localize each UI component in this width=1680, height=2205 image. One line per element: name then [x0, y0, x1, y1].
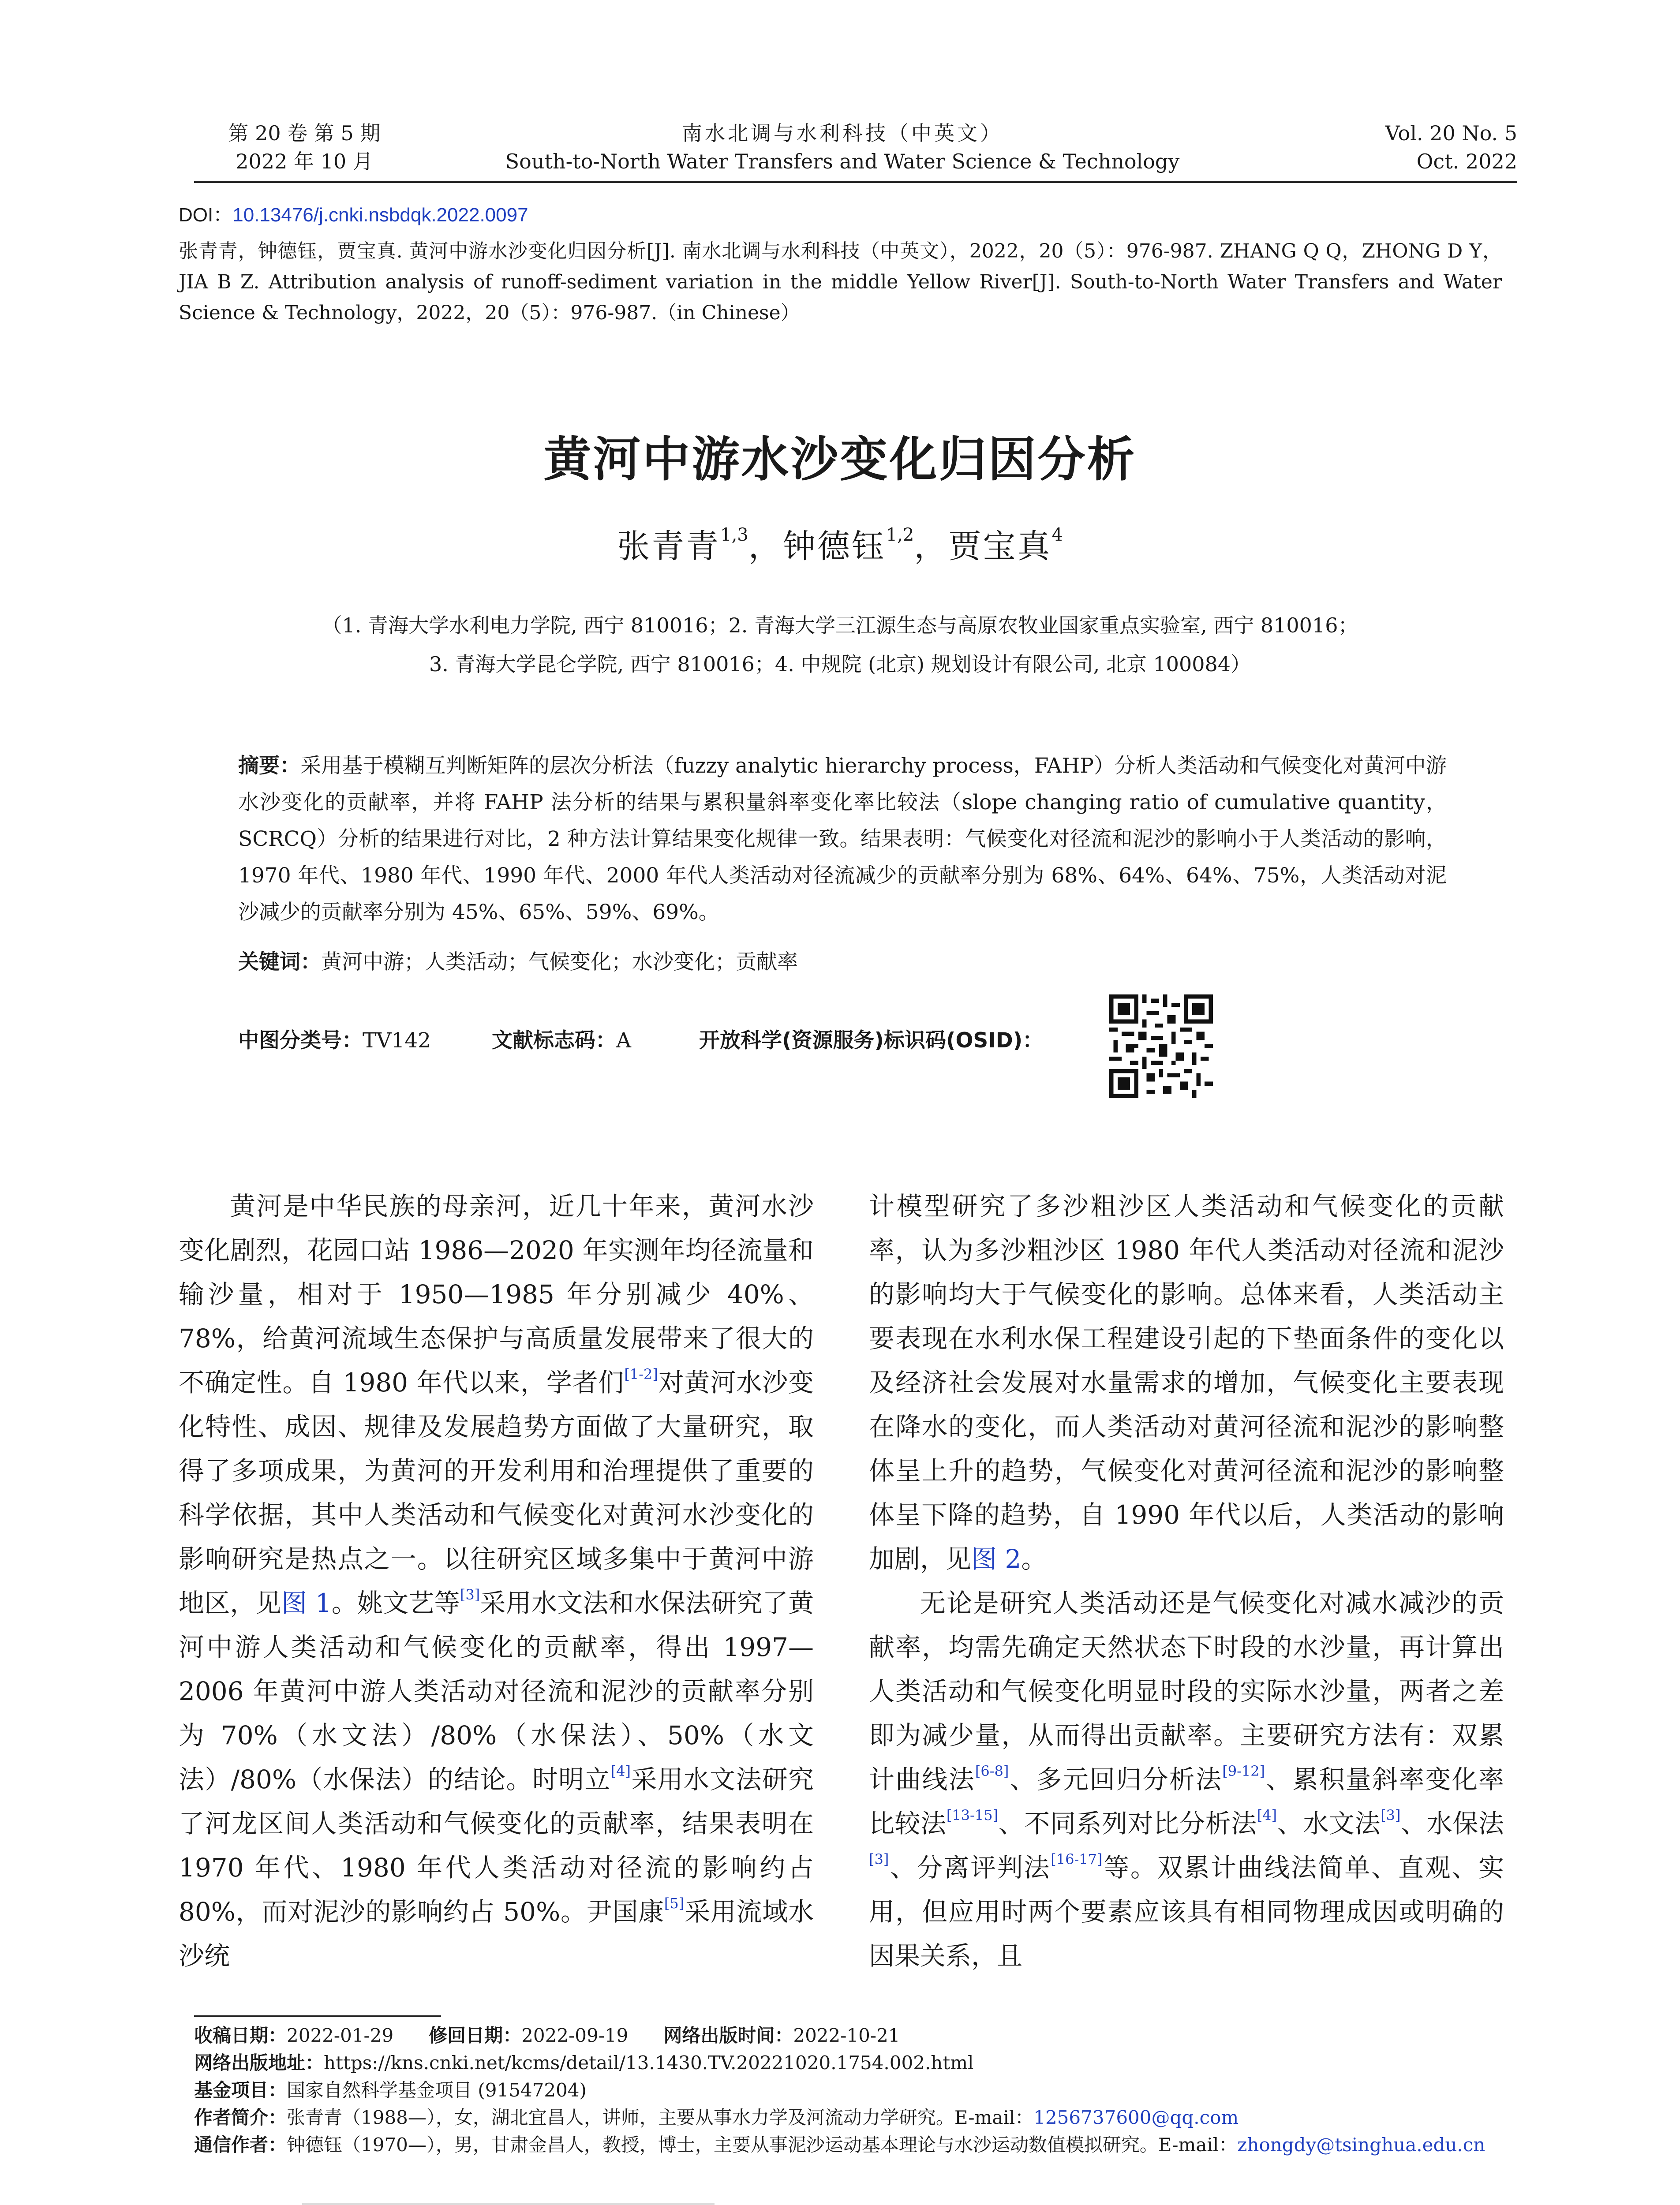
url-label: 网络出版地址： — [194, 2052, 324, 2074]
clc-value: TV142 — [363, 1028, 431, 1053]
header-rule — [194, 181, 1517, 183]
body-column-right — [869, 1184, 1504, 1978]
body-text: 。姚文艺等 — [331, 1588, 460, 1618]
corresponding-label: 通信作者： — [194, 2134, 287, 2156]
journal-name — [498, 119, 1186, 176]
body-paragraph — [179, 1184, 814, 1978]
author-name: 张青青 — [617, 527, 721, 565]
body-text: 计模型研究了多沙粗沙区人类活动和气候变化的贡献率，认为多沙粗沙区 1980 年代人类活动对径流和泥沙的影响均大于气候变化的影响。总体来看，人类活动主要表现在水利水保工程建设引起的下垫面条件的变化以及经济社会发展对水量需求的增加，气候变化主要表现在降水的变化，而人类活动对黄河径流和泥沙的影响整体呈上升的趋势，气候变化对黄河径流和泥沙的影响整体呈下降的趋势，自 1990 年代以后，人类活动的影响加剧，见 — [869, 1191, 1504, 1574]
affiliation-line: （1. 青海大学水利电力学院, 西宁 810016；2. 青海大学三江源生态与高原农牧业国家重点实验室, 西宁 810016； — [322, 613, 1358, 637]
abstract-text: 采用基于模糊互判断矩阵的层次分析法（fuzzy analytic hierarchy process，FAHP）分析人类活动和气候变化对黄河中游水沙变化的贡献率，并将 FAHP 法分析的结果与累积量斜率变化率比较法（slope changing ratio of cumulative quantity，SCRCQ）分析的结果进行对比，2 种方法计算结果变化规律一致。结果表明：气候变化对径流和泥沙的影响小于人类活动的影响，1970 年代、1980 年代、1990 年代、2000 年代人类活动对径流减少的贡献率分别为 68%、64%、64%、75%，人类活动对泥沙减少的贡献率分别为 45%、65%、59%、69%。 — [238, 754, 1447, 924]
citation-ref[interactable]: [13-15] — [946, 1807, 999, 1824]
author-separator: ， — [748, 527, 783, 565]
figure-2-link[interactable]: 图 2 — [971, 1544, 1021, 1574]
citation-ref[interactable]: [6-8] — [975, 1763, 1009, 1779]
author-bio-text: 张青青（1988—），女，湖北宜昌人，讲师，主要从事水力学及河流动力学研究。E-mail： — [287, 2107, 1034, 2128]
body-text: 、多元回归分析法 — [1009, 1764, 1223, 1794]
keywords-text: 黄河中游；人类活动；气候变化；水沙变化；贡献率 — [321, 950, 798, 974]
citation-ref[interactable]: [4] — [610, 1763, 631, 1779]
online-url[interactable]: https://kns.cnki.net/kcms/detail/13.1430.TV.20221020.1754.002.html — [324, 2052, 974, 2074]
author-bio-line — [194, 2104, 1517, 2131]
affiliation-line: 3. 青海大学昆仑学院, 西宁 810016；4. 中规院 (北京) 规划设计有限公司, 北京 100084） — [429, 652, 1251, 676]
body-text: 黄河是中华民族的母亲河，近几十年来，黄河水沙变化剧烈，花园口站 1986—2020 年实测年均径流量和输沙量，相对于 1950—1985 年分别减少 40%、78%，给黄河流域生态保护与高质量发展带来了很大的不确定性。自 1980 年代以来，学者们 — [179, 1191, 814, 1398]
body-text: 无论是研究人类活动还是气候变化对减水减沙的贡献率，均需先确定天然状态下时段的水沙量，再计算出人类活动和气候变化明显时段的实际水沙量，两者之差即为减少量，从而得出贡献率。主要研究方法有：双累计曲线法 — [869, 1588, 1504, 1794]
citation-ref[interactable]: [4] — [1257, 1807, 1277, 1824]
author-list — [0, 520, 1680, 567]
citation-ref[interactable]: [5] — [664, 1895, 685, 1912]
body-text: 、水文法 — [1277, 1809, 1381, 1839]
revised-label: 修回日期： — [429, 2025, 522, 2046]
author-affil-mark: 4 — [1051, 525, 1063, 545]
body-text: 对黄河水沙变化特性、成因、规律及发展趋势方面做了大量研究，取得了多项成果，为黄河的开发利用和治理提供了重要的科学依据，其中人类活动和气候变化对黄河水沙变化的影响研究是热点之一。以往研究区域多集中于黄河中游地区，见 — [179, 1368, 814, 1618]
abstract — [238, 747, 1447, 931]
fund-line — [194, 2077, 1517, 2104]
body-text: 、水保法 — [1400, 1809, 1504, 1839]
osid — [699, 1025, 1043, 1056]
citation-text: 张青青，钟德钰，贾宝真. 黄河中游水沙变化归因分析[J]. 南水北调与水利科技（中英文），2022，20（5）：976-987. ZHANG Q Q，ZHONG D Y，JIA B Z. Attribution analysis of runoff-sediment variation in the middle Yellow River[J]. South-to-North Water Transfers and Water Science & Technology，2022，20（5）：976-987.（in Chinese） — [179, 240, 1502, 324]
author-affil-mark: 1,2 — [886, 525, 914, 545]
citation-ref[interactable]: [16-17] — [1051, 1851, 1103, 1868]
author-email-link[interactable]: 1256737600@qq.com — [1033, 2107, 1239, 2128]
body-text: 等。双累计曲线法简单、直观、实用，但应用时两个要素应该具有相同物理成因或明确的因果关系，且 — [869, 1853, 1504, 1971]
abstract-label: 摘要： — [238, 754, 301, 778]
doc-label: 文献标志码： — [492, 1028, 616, 1053]
clc-label: 中图分类号： — [238, 1028, 363, 1053]
author-name: 钟德钰 — [782, 527, 886, 565]
received-date: 2022-01-29 — [287, 2025, 394, 2046]
body-text: 、分离评判法 — [889, 1853, 1051, 1883]
url-line — [194, 2049, 1517, 2077]
doi-label: DOI： — [179, 204, 233, 226]
revised-date: 2022-09-19 — [521, 2025, 629, 2046]
footnotes — [194, 2022, 1517, 2159]
online-date: 2022-10-21 — [793, 2025, 900, 2046]
citation-ref[interactable]: [9-12] — [1222, 1763, 1265, 1779]
online-label: 网络出版时间： — [663, 2025, 793, 2046]
clc-number — [238, 1025, 431, 1056]
osid-label: 开放科学(资源服务)标识码(OSID)： — [699, 1028, 1044, 1053]
author-separator: ， — [914, 527, 949, 565]
journal-issue-en — [1279, 119, 1517, 176]
volume-issue: 第 20 卷 第 5 期 — [228, 121, 381, 145]
dates-line — [194, 2022, 1517, 2049]
citation-ref[interactable]: [1-2] — [624, 1366, 658, 1383]
body-paragraph — [869, 1581, 1504, 1978]
body-text: 、累积量斜率变化率比较法 — [869, 1764, 1504, 1839]
body-text: 采用水文法研究了河龙区间人类活动和气候变化的贡献率，结果表明在 1970 年代、1980 年代人类活动对径流的影响约占 80%，而对泥沙的影响约占 50%。尹国康 — [179, 1764, 814, 1927]
fund-text: 国家自然科学基金项目 (91547204) — [287, 2079, 587, 2101]
footnote-rule — [194, 2015, 441, 2017]
journal-issue — [212, 119, 397, 176]
fund-label: 基金项目： — [194, 2079, 287, 2101]
doc-value: A — [616, 1028, 631, 1053]
body-text: 采用水文法和水保法研究了黄河中游人类活动和气候变化的贡献率，得出 1997—2006 年黄河中游人类活动对径流和泥沙的贡献率分别为 70%（水文法）/80%（水保法）、50%（水文法）/80%（水保法）的结论。时明立 — [179, 1588, 814, 1794]
issue-date-en: Oct. 2022 — [1416, 149, 1517, 173]
received-label: 收稿日期： — [194, 2025, 287, 2046]
body-text: 、不同系列对比分析法 — [998, 1809, 1257, 1839]
journal-name-en: South-to-North Water Transfers and Water Science & Technology — [505, 149, 1180, 173]
column-banner — [302, 2203, 715, 2205]
keywords — [238, 944, 1447, 980]
paper-title: 黄河中游水沙变化归因分析 — [543, 432, 1137, 487]
corresponding-line — [194, 2131, 1517, 2159]
corresponding-email-link[interactable]: zhongdy@tsinghua.edu.cn — [1237, 2134, 1485, 2156]
author-bio-label: 作者简介： — [194, 2107, 287, 2128]
body-text: 。 — [1021, 1544, 1047, 1574]
citation-ref[interactable]: [3] — [1381, 1807, 1401, 1824]
journal-name-cn: 南水北调与水利科技（中英文） — [682, 121, 1003, 145]
qr-code-icon[interactable] — [1109, 994, 1213, 1098]
author-name: 贾宝真 — [948, 527, 1052, 565]
keywords-label: 关键词： — [238, 950, 321, 974]
citation-ref[interactable]: [3] — [460, 1586, 480, 1603]
corresponding-text: 钟德钰（1970—），男，甘肃金昌人，教授，博士，主要从事泥沙运动基本理论与水沙运动数值模拟研究。E-mail： — [287, 2134, 1238, 2156]
volume-issue-en: Vol. 20 No. 5 — [1385, 121, 1517, 145]
issue-date: 2022 年 10 月 — [236, 149, 373, 173]
author-affil-mark: 1,3 — [720, 525, 748, 545]
body-text: 采用流域水沙统 — [179, 1897, 814, 1971]
figure-1-link[interactable]: 图 1 — [281, 1588, 332, 1618]
citation-ref[interactable]: [3] — [869, 1851, 889, 1868]
doi-link[interactable]: 10.13476/j.cnki.nsbdqk.2022.0097 — [232, 204, 528, 226]
doi-line — [179, 201, 528, 230]
document-code — [492, 1025, 631, 1056]
body-paragraph — [869, 1184, 1504, 1581]
body-column-left — [179, 1184, 814, 1978]
